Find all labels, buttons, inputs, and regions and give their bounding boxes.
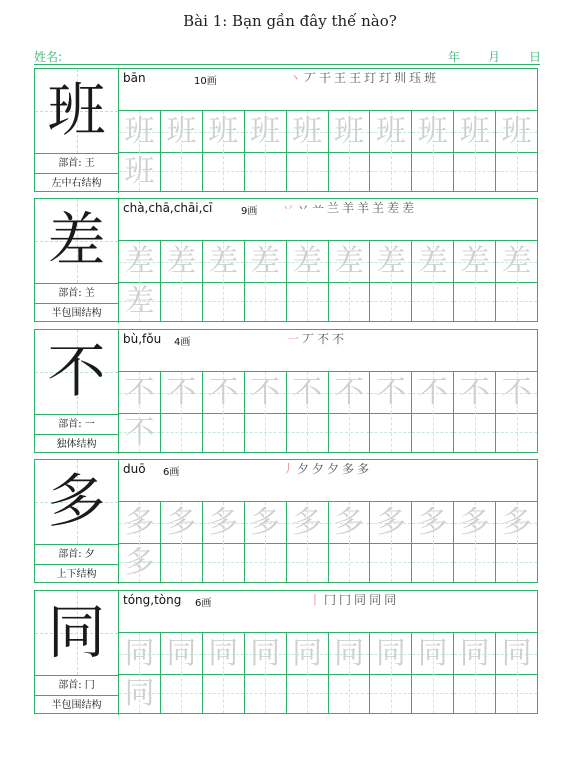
stroke-step: 多: [342, 462, 358, 476]
writing-cell[interactable]: [287, 151, 329, 191]
writing-cell[interactable]: [329, 281, 371, 321]
writing-cell[interactable]: [119, 151, 161, 191]
tracing-cell[interactable]: [245, 502, 287, 544]
stroke-step: 冂: [339, 593, 355, 607]
trace-character: 差: [292, 244, 323, 279]
structure-label: 左中右结构: [35, 173, 119, 193]
trace-character: 同: [459, 636, 490, 671]
stroke-count: 6画: [163, 467, 180, 478]
month-label: 月: [488, 50, 501, 64]
writing-cell[interactable]: [161, 412, 203, 452]
trace-character: 同: [250, 636, 281, 671]
trace-character: 班: [501, 114, 532, 149]
tracing-cell[interactable]: [287, 241, 329, 283]
model-character: 同: [47, 598, 106, 666]
tracing-cell[interactable]: [287, 633, 329, 675]
writing-cell[interactable]: [161, 151, 203, 191]
writing-cell[interactable]: [203, 412, 245, 452]
writing-cell[interactable]: [287, 542, 329, 582]
writing-cell[interactable]: [370, 281, 412, 321]
stroke-step: 一: [287, 332, 303, 346]
writing-cell[interactable]: [370, 412, 412, 452]
trace-character: 班: [459, 114, 490, 149]
radical-label: 部首: 𦍌: [35, 283, 119, 303]
writing-cell[interactable]: [329, 542, 371, 582]
radical-label: 部首: 冂: [35, 675, 119, 695]
writing-cell[interactable]: [161, 673, 203, 713]
stroke-step: 差: [387, 201, 403, 215]
trace-character: 不: [292, 375, 323, 410]
character-info: [119, 460, 537, 502]
trace-character: 同: [333, 636, 364, 671]
trace-character: 多: [417, 505, 448, 540]
writing-cell[interactable]: [287, 673, 329, 713]
tracing-cell[interactable]: [496, 241, 537, 283]
trace-character: 班: [250, 114, 281, 149]
model-character: 多: [47, 467, 106, 535]
trace-character: 班: [292, 114, 323, 149]
trace-character: 不: [417, 375, 448, 410]
stroke-step: 羊: [357, 201, 373, 215]
writing-row: [119, 281, 537, 321]
trace-character: 多: [501, 505, 532, 540]
tracing-cell[interactable]: [496, 633, 537, 675]
writing-cell[interactable]: [496, 151, 537, 191]
stroke-step: 玔: [394, 71, 410, 85]
stroke-step: 不: [317, 332, 333, 346]
stroke-step: 丷: [297, 201, 313, 215]
writing-row: [119, 412, 537, 452]
stroke-step: 夕: [327, 462, 343, 476]
trace-character: 同: [124, 676, 155, 711]
trace-character: 差: [459, 244, 490, 279]
model-character-cell: [35, 460, 119, 544]
trace-character: 差: [166, 244, 197, 279]
trace-character: 不: [166, 375, 197, 410]
model-character: 班: [47, 76, 106, 144]
tracing-cell[interactable]: [412, 372, 454, 414]
writing-row: [119, 673, 537, 713]
stroke-order: [282, 460, 372, 477]
tracing-cell[interactable]: [454, 372, 496, 414]
trace-character: 差: [333, 244, 364, 279]
pinyin: tóng,tòng: [123, 593, 182, 607]
stroke-step: 冂: [324, 593, 340, 607]
tracing-cell[interactable]: [203, 241, 245, 283]
trace-character: 班: [124, 154, 155, 189]
character-block: [34, 590, 538, 714]
trace-character: 班: [124, 114, 155, 149]
tracing-row: [119, 241, 537, 283]
stroke-count: 4画: [174, 337, 191, 348]
trace-character: 差: [250, 244, 281, 279]
tracing-cell[interactable]: [245, 633, 287, 675]
writing-cell[interactable]: [496, 412, 537, 452]
tracing-cell[interactable]: [370, 633, 412, 675]
tracing-cell[interactable]: [329, 111, 371, 153]
writing-cell[interactable]: [412, 673, 454, 713]
trace-character: 同: [208, 636, 239, 671]
tracing-cell[interactable]: [496, 111, 537, 153]
trace-character: 多: [333, 505, 364, 540]
tracing-cell[interactable]: [329, 502, 371, 544]
tracing-cell[interactable]: [161, 241, 203, 283]
model-character-cell: [35, 199, 119, 283]
tracing-cell[interactable]: [496, 372, 537, 414]
trace-character: 多: [250, 505, 281, 540]
tracing-cell[interactable]: [412, 111, 454, 153]
tracing-cell[interactable]: [161, 502, 203, 544]
tracing-cell[interactable]: [245, 111, 287, 153]
writing-cell[interactable]: [245, 151, 287, 191]
trace-character: 多: [166, 505, 197, 540]
stroke-step: 玎: [364, 71, 380, 85]
tracing-cell[interactable]: [203, 633, 245, 675]
writing-cell[interactable]: [245, 412, 287, 452]
character-block: [34, 329, 538, 453]
trace-character: 同: [166, 636, 197, 671]
writing-cell[interactable]: [412, 281, 454, 321]
stroke-count: 9画: [241, 206, 258, 217]
stroke-count: 10画: [194, 76, 217, 87]
stroke-step: 同: [354, 593, 370, 607]
trace-character: 差: [124, 244, 155, 279]
tracing-cell[interactable]: [161, 111, 203, 153]
structure-label: 半包围结构: [35, 303, 119, 323]
tracing-cell[interactable]: [245, 372, 287, 414]
trace-character: 差: [375, 244, 406, 279]
trace-character: 同: [124, 636, 155, 671]
trace-character: 班: [333, 114, 364, 149]
trace-character: 多: [124, 505, 155, 540]
tracing-cell[interactable]: [203, 111, 245, 153]
writing-cell[interactable]: [119, 673, 161, 713]
structure-label: 独体结构: [35, 434, 119, 454]
tracing-cell[interactable]: [119, 372, 161, 414]
writing-cell[interactable]: [454, 151, 496, 191]
stroke-step: 丷: [282, 201, 298, 215]
trace-character: 不: [459, 375, 490, 410]
trace-character: 多: [124, 545, 155, 580]
stroke-step: 羊: [342, 201, 358, 215]
writing-cell[interactable]: [287, 412, 329, 452]
trace-character: 班: [417, 114, 448, 149]
trace-character: 不: [208, 375, 239, 410]
stroke-step: 𦍌: [372, 201, 388, 215]
writing-cell[interactable]: [287, 281, 329, 321]
model-character-cell: [35, 330, 119, 414]
tracing-cell[interactable]: [412, 241, 454, 283]
character-info: [119, 199, 537, 241]
name-label: 姓名:: [34, 50, 63, 64]
writing-cell[interactable]: [412, 542, 454, 582]
stroke-step: 干: [319, 71, 335, 85]
writing-cell[interactable]: [119, 542, 161, 582]
stroke-step: 丿: [282, 462, 298, 476]
trace-character: 差: [501, 244, 532, 279]
character-block: [34, 68, 538, 192]
trace-character: 不: [250, 375, 281, 410]
writing-cell[interactable]: [454, 673, 496, 713]
trace-character: 多: [208, 505, 239, 540]
stroke-order: [309, 591, 399, 608]
trace-character: 班: [208, 114, 239, 149]
tracing-cell[interactable]: [370, 111, 412, 153]
stroke-step: 兰: [327, 201, 343, 215]
writing-cell[interactable]: [412, 151, 454, 191]
stroke-order: [282, 199, 417, 216]
model-character: 不: [47, 337, 106, 405]
character-info: [119, 330, 537, 372]
character-info: [119, 591, 537, 633]
writing-cell[interactable]: [370, 673, 412, 713]
writing-cell[interactable]: [119, 412, 161, 452]
trace-character: 班: [166, 114, 197, 149]
writing-cell[interactable]: [496, 542, 537, 582]
stroke-order: [287, 330, 347, 347]
trace-character: 不: [124, 375, 155, 410]
writing-cell[interactable]: [370, 151, 412, 191]
stroke-count: 6画: [195, 598, 212, 609]
tracing-cell[interactable]: [370, 372, 412, 414]
writing-cell[interactable]: [329, 412, 371, 452]
tracing-cell[interactable]: [370, 502, 412, 544]
model-character: 差: [47, 206, 106, 274]
writing-cell[interactable]: [203, 151, 245, 191]
tracing-row: [119, 372, 537, 414]
header-rule: [34, 64, 540, 65]
writing-cell[interactable]: [329, 151, 371, 191]
trace-character: 多: [375, 505, 406, 540]
trace-character: 不: [501, 375, 532, 410]
writing-cell[interactable]: [370, 542, 412, 582]
stroke-step: 同: [369, 593, 385, 607]
stroke-step: 差: [402, 201, 418, 215]
writing-cell[interactable]: [496, 281, 537, 321]
pinyin: duō: [123, 462, 146, 476]
writing-cell[interactable]: [203, 542, 245, 582]
tracing-cell[interactable]: [203, 372, 245, 414]
trace-character: 不: [333, 375, 364, 410]
year-label: 年: [448, 50, 461, 64]
writing-cell[interactable]: [412, 412, 454, 452]
stroke-step: 丆: [302, 332, 318, 346]
tracing-row: [119, 502, 537, 544]
structure-label: 半包围结构: [35, 695, 119, 715]
trace-character: 同: [292, 636, 323, 671]
structure-label: 上下结构: [35, 564, 119, 584]
writing-cell[interactable]: [454, 281, 496, 321]
stroke-step: 玎: [379, 71, 395, 85]
trace-character: 差: [124, 284, 155, 319]
tracing-cell[interactable]: [161, 372, 203, 414]
writing-row: [119, 542, 537, 582]
writing-cell[interactable]: [496, 673, 537, 713]
tracing-cell[interactable]: [287, 111, 329, 153]
pinyin: bù,fǒu: [123, 332, 162, 346]
character-block: [34, 459, 538, 583]
trace-character: 班: [375, 114, 406, 149]
tracing-cell[interactable]: [496, 502, 537, 544]
tracing-cell[interactable]: [119, 502, 161, 544]
writing-cell[interactable]: [245, 673, 287, 713]
stroke-step: 不: [332, 332, 348, 346]
trace-character: 差: [417, 244, 448, 279]
trace-character: 不: [124, 415, 155, 450]
trace-character: 差: [208, 244, 239, 279]
trace-character: 多: [292, 505, 323, 540]
stroke-step: 丆: [304, 71, 320, 85]
tracing-cell[interactable]: [245, 241, 287, 283]
tracing-cell[interactable]: [329, 241, 371, 283]
stroke-step: 丨: [309, 593, 325, 607]
stroke-step: 珏: [409, 71, 425, 85]
pinyin: chà,chā,chāi,cī: [123, 201, 213, 215]
stroke-order: [289, 69, 439, 86]
model-character-cell: [35, 69, 119, 153]
writing-cell[interactable]: [203, 673, 245, 713]
stroke-step: 多: [357, 462, 373, 476]
tracing-cell[interactable]: [119, 111, 161, 153]
stroke-step: 䒑: [312, 201, 328, 215]
tracing-cell[interactable]: [370, 241, 412, 283]
radical-label: 部首: 夕: [35, 544, 119, 564]
writing-cell[interactable]: [245, 281, 287, 321]
stroke-step: 丶: [289, 71, 305, 85]
tracing-cell[interactable]: [329, 633, 371, 675]
pinyin: bān: [123, 71, 146, 85]
day-label: 日: [529, 50, 542, 64]
character-info: [119, 69, 537, 111]
trace-character: 多: [459, 505, 490, 540]
stroke-step: 夕: [297, 462, 313, 476]
writing-cell[interactable]: [245, 542, 287, 582]
tracing-cell[interactable]: [287, 372, 329, 414]
tracing-row: [119, 633, 537, 675]
tracing-cell[interactable]: [454, 111, 496, 153]
writing-cell[interactable]: [454, 412, 496, 452]
tracing-cell[interactable]: [329, 372, 371, 414]
model-character-cell: [35, 591, 119, 675]
character-block: [34, 198, 538, 322]
tracing-cell[interactable]: [454, 502, 496, 544]
stroke-step: 班: [424, 71, 440, 85]
writing-cell[interactable]: [119, 281, 161, 321]
trace-character: 同: [417, 636, 448, 671]
trace-character: 同: [501, 636, 532, 671]
tracing-cell[interactable]: [412, 633, 454, 675]
writing-cell[interactable]: [161, 281, 203, 321]
radical-label: 部首: 王: [35, 153, 119, 173]
stroke-step: 同: [384, 593, 400, 607]
tracing-row: [119, 111, 537, 153]
tracing-cell[interactable]: [119, 633, 161, 675]
trace-character: 不: [375, 375, 406, 410]
stroke-step: 夕: [312, 462, 328, 476]
stroke-step: 王: [334, 71, 350, 85]
writing-cell[interactable]: [161, 542, 203, 582]
tracing-cell[interactable]: [454, 633, 496, 675]
trace-character: 同: [375, 636, 406, 671]
stroke-step: 王: [349, 71, 365, 85]
tracing-cell[interactable]: [203, 502, 245, 544]
tracing-cell[interactable]: [412, 502, 454, 544]
writing-row: [119, 151, 537, 191]
tracing-cell[interactable]: [287, 502, 329, 544]
tracing-cell[interactable]: [454, 241, 496, 283]
writing-cell[interactable]: [454, 542, 496, 582]
radical-label: 部首: 一: [35, 414, 119, 434]
writing-cell[interactable]: [203, 281, 245, 321]
tracing-cell[interactable]: [119, 241, 161, 283]
writing-cell[interactable]: [329, 673, 371, 713]
worksheet-title: Bài 1: Bạn gần đây thế nào?: [183, 12, 397, 30]
tracing-cell[interactable]: [161, 633, 203, 675]
